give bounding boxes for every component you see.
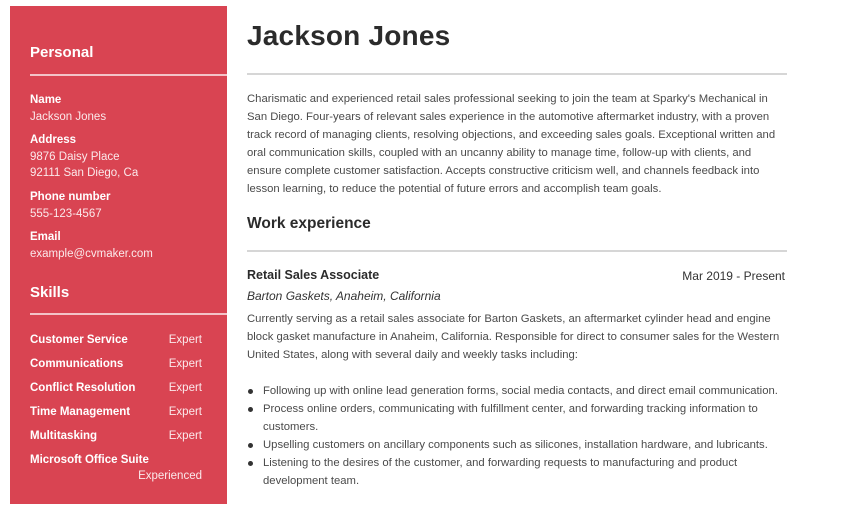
address-label: Address	[30, 134, 77, 146]
skill-name: Communications	[30, 358, 124, 370]
job-task-item	[247, 382, 787, 400]
sidebar	[10, 6, 227, 504]
profile-summary: Charismatic and experienced retail sales professional seeking to join the team at Sparky's Mechanical in San Diego. Four-years of relevant sales experience in the automotive aftermarket industry, with a proven track record of managing clients, resolving objections, and exceeding sales goals. Exceptional written and oral communication skills, coupled with an uncanny ability to manage time, follow-up with clients, and ensure complete customer satisfaction. Accepts constructive criticism well, and channels feedback into lesson learning, to reduce the potential of future errors and accomplish team goals.	[247, 93, 776, 195]
skill-name: Conflict Resolution	[30, 382, 136, 394]
job-task-text: Listening to the desires of the customer, and forwarding requests to manufacturing and product development team.	[263, 457, 738, 487]
candidate-name: Jackson Jones	[247, 20, 451, 51]
job-description: Currently serving as a retail sales associate for Barton Gaskets, an aftermarket cylinder head and engine block gasket manufacture in Anaheim, California. Responsible for direct to consumer sales for the Western United States, along with several daily and weekly tasks including:	[247, 313, 780, 361]
skill-level: Expert	[168, 334, 202, 346]
job-title: Retail Sales Associate	[247, 268, 380, 282]
personal-section-title: Personal	[30, 44, 94, 61]
bullet-icon	[248, 443, 253, 448]
skill-item	[30, 334, 202, 346]
skills-section-title: Skills	[30, 284, 70, 301]
address-line-1: 9876 Daisy Place	[30, 151, 120, 163]
skill-level: Expert	[168, 406, 202, 418]
skill-level: Expert	[168, 358, 202, 370]
job-task-item	[247, 400, 787, 436]
bullet-icon	[248, 461, 253, 466]
job-company: Barton Gaskets, Anaheim, California	[247, 289, 441, 303]
skill-name: Time Management	[30, 406, 131, 418]
job-task-text: Following up with online lead generation forms, social media contacts, and direct email communication.	[263, 385, 778, 397]
job-task-item	[247, 436, 787, 454]
bullet-icon	[248, 389, 253, 394]
header-divider	[247, 73, 787, 75]
skill-item	[30, 430, 202, 442]
job-task-text: Process online orders, communicating with fulfillment center, and forwarding tracking information to customers.	[263, 403, 758, 433]
phone-value: 555-123-4567	[30, 208, 102, 220]
email-value: example@cvmaker.com	[30, 248, 153, 260]
skill-item	[30, 382, 202, 394]
skills-divider	[30, 313, 227, 315]
address-line-2: 92111 San Diego, Ca	[30, 167, 139, 179]
personal-divider	[30, 74, 227, 76]
skill-item	[30, 358, 202, 370]
bullet-icon	[248, 407, 253, 412]
name-label: Name	[30, 94, 62, 106]
skill-name: Multitasking	[30, 430, 98, 442]
phone-label: Phone number	[30, 191, 111, 203]
job-task-list	[247, 382, 787, 490]
job-task-item	[247, 454, 787, 490]
email-label: Email	[30, 231, 61, 243]
skill-level: Expert	[168, 430, 202, 442]
skill-item	[30, 406, 202, 418]
work-experience-divider	[247, 250, 787, 252]
skill-level: Experienced	[138, 470, 202, 482]
skill-name: Customer Service	[30, 334, 128, 346]
job-task-text: Upselling customers on ancillary components such as silicones, installation hardware, and lubricants.	[263, 439, 768, 451]
skill-name: Microsoft Office Suite	[30, 454, 149, 466]
skill-item	[30, 454, 202, 482]
skill-level: Expert	[168, 382, 202, 394]
work-experience-title: Work experience	[247, 215, 371, 232]
job-date: Mar 2019 - Present	[682, 269, 785, 283]
name-value: Jackson Jones	[30, 111, 107, 123]
